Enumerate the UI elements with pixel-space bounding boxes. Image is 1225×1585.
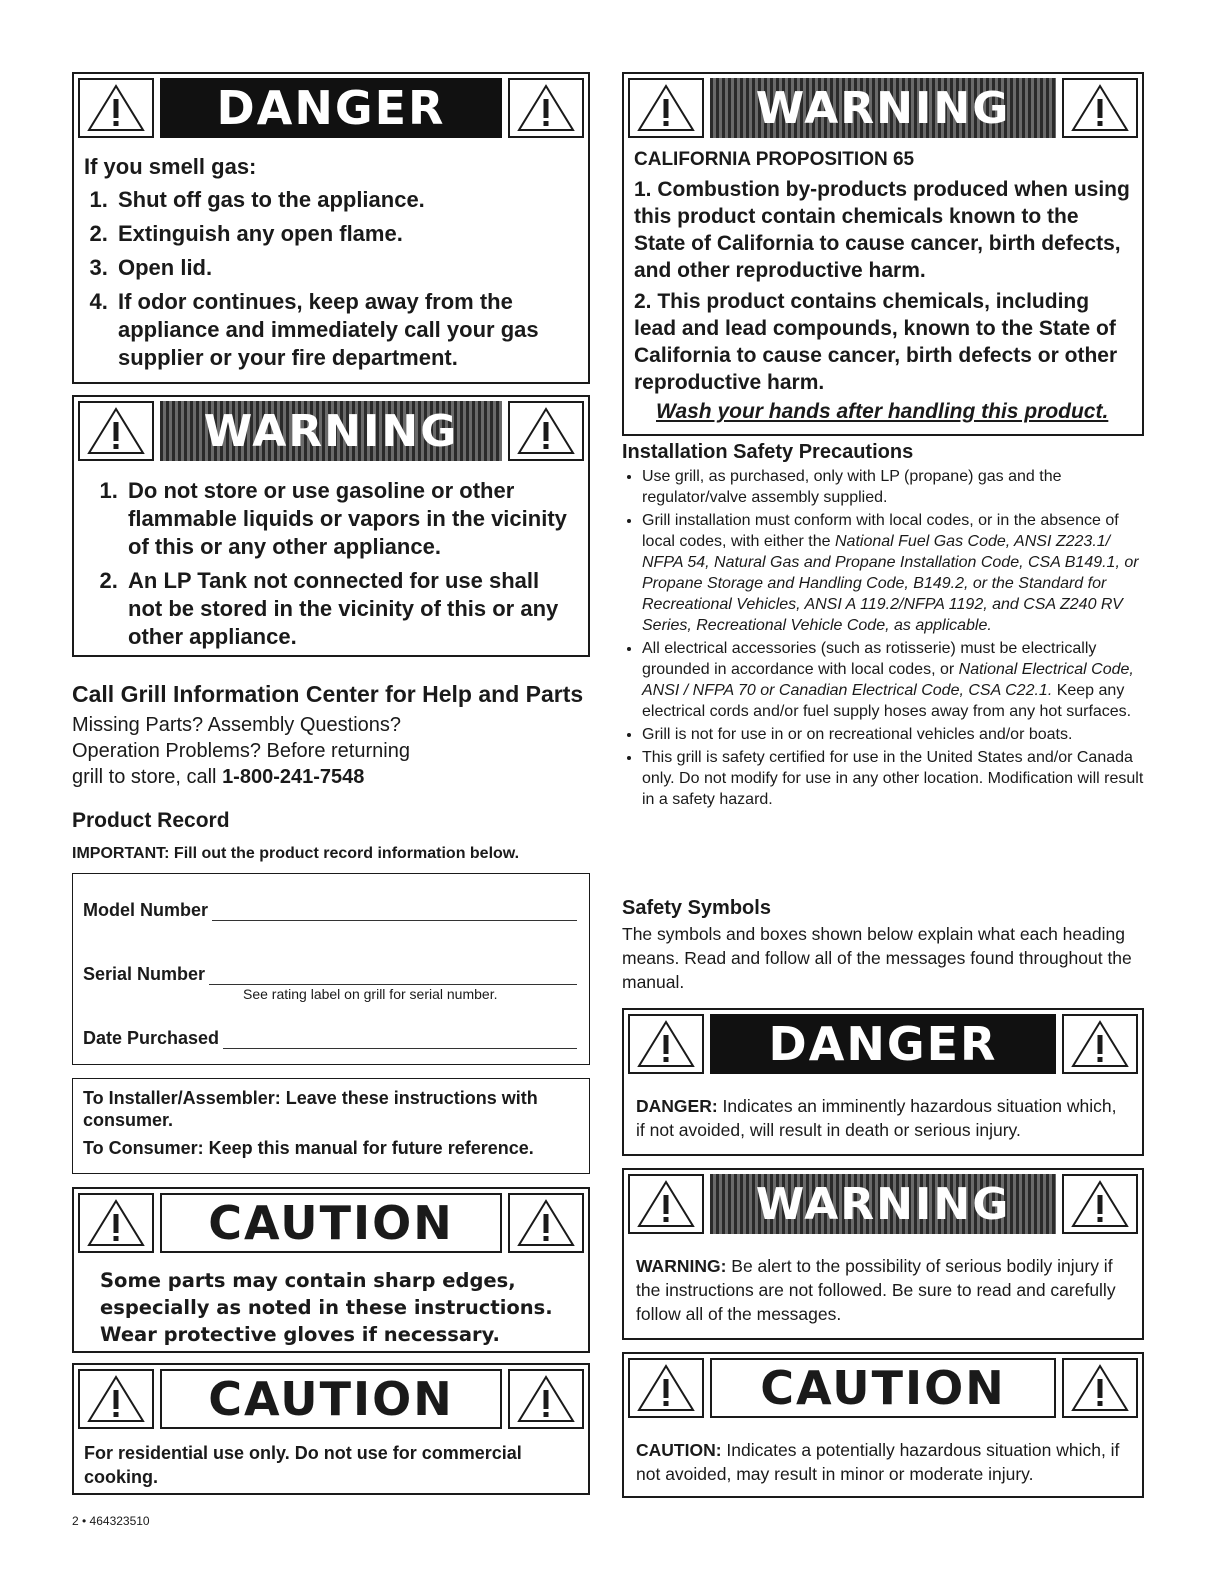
code-reference: National Fuel Gas Code, ANSI Z223.1/ NFPA 54, Natural Gas and Propane Installation Code, CSA B149.1, or Propane Storage and Handling Code, B149.2, or the Standard for Recreational Vehicles, ANSI A 119.2/NFPA 1192, and CSA Z240 RV Series, Recreational Vehicle Code, as applicable. — [642, 533, 1139, 634]
info-center — [72, 680, 592, 790]
warning-triangle-icon — [78, 1369, 154, 1429]
warning-triangle-icon — [628, 1014, 704, 1074]
installer-line: To Installer/Assembler: Leave these instructions with consumer. — [83, 1088, 538, 1130]
serial-label: Serial Number — [83, 964, 206, 984]
serial-row — [83, 964, 577, 985]
caution-text: Some parts may contain sharp edges, especially as noted in these instructions. Wear protective gloves if necessary. — [100, 1269, 553, 1346]
installation-text: Keep any electrical cords and/or fuel supply hoses away from any hot surfaces. — [642, 682, 1132, 720]
warning-triangle-icon — [78, 401, 154, 461]
safety-symbols-title: Safety Symbols — [622, 897, 771, 919]
installation-text: All electrical accessories (such as rotisserie) must be electrically grounded in accordance with local codes, or — [642, 640, 1097, 678]
product-record-title: Product Record — [72, 809, 230, 832]
warning-triangle-icon — [78, 1193, 154, 1253]
info-center-phone-line — [72, 764, 592, 790]
important-text: Fill out the product record information below. — [169, 845, 520, 862]
phone-number: 1-800-241-7548 — [222, 766, 365, 788]
date-label: Date Purchased — [83, 1028, 220, 1048]
warning-triangle-icon — [508, 1369, 584, 1429]
warning-triangle-icon — [628, 1174, 704, 1234]
serial-number-field[interactable] — [209, 968, 577, 985]
serial-hint: See rating label on grill for serial number. — [243, 986, 498, 1002]
warning-triangle-icon — [628, 78, 704, 138]
caution-label: CAUTION — [710, 1358, 1056, 1418]
danger-def-label: DANGER: — [636, 1096, 718, 1116]
danger-def-text: Indicates an imminently hazardous situation which, if not avoided, will result in death or serious injury. — [636, 1096, 1117, 1140]
prop65-title: CALIFORNIA PROPOSITION 65 — [634, 149, 915, 170]
warning-triangle-icon — [628, 1358, 704, 1418]
prop65-item: 2. This product contains chemicals, including lead and lead compounds, known to the State of California to cause cancer, birth defects or other reproductive harm. — [634, 290, 1118, 394]
installation-bullet: • This grill is safety certified for use in the United States and/or Canada only. Do not modify for use in any other location. Modification will result in a safety hazard. — [642, 747, 1144, 810]
warning-triangle-icon — [78, 78, 154, 138]
caution-definition — [636, 1438, 1122, 1486]
installation-bullet: • Grill is not for use in or on recreational vehicles and/or boats. — [642, 724, 1144, 745]
warning-def-text: Be alert to the possibility of serious bodily injury if the instructions are not followed. Be sure to read and carefully follow all of the messages. — [636, 1256, 1116, 1324]
warning-item: 2. An LP Tank not connected for use shall not be stored in the vicinity of this or any other appliance. — [124, 567, 568, 651]
caution-box — [72, 1363, 590, 1495]
caution-header — [78, 1369, 584, 1429]
date-row — [83, 1028, 577, 1049]
product-record-box — [72, 873, 590, 1065]
warning-triangle-icon — [508, 1193, 584, 1253]
danger-intro: If you smell gas: — [84, 154, 257, 179]
warning-triangle-icon — [1062, 1358, 1138, 1418]
page-footer: 2 • 464323510 — [72, 1514, 150, 1528]
caution-text: For residential use only. Do not use for commercial cooking. — [84, 1443, 522, 1487]
warning-triangle-icon — [1062, 1014, 1138, 1074]
safety-symbols-text: The symbols and boxes shown below explain what each heading means. Read and follow all of the messages found throughout the manual. — [622, 924, 1132, 992]
info-center-line: grill to store, call — [72, 766, 223, 788]
danger-definition — [636, 1094, 1122, 1142]
warning-triangle-icon — [508, 78, 584, 138]
model-label: Model Number — [83, 900, 209, 920]
installation-text: Grill installation must conform with local codes, or in the absence of local codes, with either the — [642, 512, 1119, 550]
code-reference: National Electrical Code, ANSI / NFPA 70 or Canadian Electrical Code, CSA C22.1. — [642, 661, 1134, 699]
warning-header — [628, 1174, 1138, 1234]
product-record-heading — [72, 808, 592, 864]
warning-box — [72, 395, 590, 657]
warning-triangle-icon — [1062, 78, 1138, 138]
danger-label: DANGER — [710, 1014, 1056, 1074]
model-number-field[interactable] — [212, 904, 577, 921]
warning-item: 1. Do not store or use gasoline or other flammable liquids or vapors in the vicinity of this or any other appliance. — [124, 477, 568, 561]
caution-box — [72, 1187, 590, 1353]
danger-header — [78, 78, 584, 138]
important-line — [72, 844, 592, 864]
danger-item: 3. Open lid. — [114, 254, 578, 282]
warning-triangle-icon — [1062, 1174, 1138, 1234]
warning-definition — [636, 1254, 1122, 1326]
warning-def-label: WARNING: — [636, 1256, 727, 1276]
danger-item: 1. Shut off gas to the appliance. — [114, 186, 578, 214]
caution-label: CAUTION — [160, 1369, 502, 1429]
danger-header — [628, 1014, 1138, 1074]
warning-label: WARNING — [160, 401, 502, 461]
danger-item: 4. If odor continues, keep away from the appliance and immediately call your gas supplier or your fire department. — [114, 288, 578, 372]
prop65-box — [622, 72, 1144, 436]
info-center-title: Call Grill Information Center for Help and Parts — [72, 681, 584, 707]
installer-box — [72, 1078, 590, 1174]
important-label: IMPORTANT: — [72, 845, 170, 862]
prop65-item: 1. Combustion by-products produced when using this product contain chemicals known to the State of California to cause cancer, birth defects, and other reproductive harm. — [634, 178, 1130, 282]
installation-section — [622, 440, 1144, 812]
caution-def-text: Indicates a potentially hazardous situation which, if not avoided, may result in minor or moderate injury. — [636, 1440, 1120, 1484]
caution-header — [78, 1193, 584, 1253]
installation-bullet — [642, 510, 1144, 636]
info-center-line: Missing Parts? Assembly Questions? — [72, 714, 402, 736]
danger-label: DANGER — [160, 78, 502, 138]
caution-label: CAUTION — [160, 1193, 502, 1253]
caution-definition-box — [622, 1352, 1144, 1498]
warning-header — [628, 78, 1138, 138]
info-center-line: Operation Problems? Before returning — [72, 740, 410, 762]
installation-title: Installation Safety Precautions — [622, 441, 914, 463]
warning-label: WARNING — [710, 1174, 1056, 1234]
danger-definition-box — [622, 1008, 1144, 1156]
caution-header — [628, 1358, 1138, 1418]
installation-bullet — [642, 638, 1144, 722]
warning-label: WARNING — [710, 78, 1056, 138]
caution-def-label: CAUTION: — [636, 1440, 722, 1460]
danger-box — [72, 72, 590, 384]
model-row — [83, 900, 577, 921]
installation-bullet: • Use grill, as purchased, only with LP (propane) gas and the regulator/valve assembly supplied. — [642, 466, 1144, 508]
consumer-line: To Consumer: Keep this manual for future reference. — [83, 1138, 534, 1158]
danger-item: 2. Extinguish any open flame. — [114, 220, 578, 248]
safety-symbols-section — [622, 896, 1144, 994]
warning-triangle-icon — [508, 401, 584, 461]
wash-hands-notice: Wash your hands after handling this product. — [656, 400, 1109, 423]
warning-definition-box — [622, 1168, 1144, 1340]
warning-header — [78, 401, 584, 461]
date-purchased-field[interactable] — [223, 1032, 577, 1049]
